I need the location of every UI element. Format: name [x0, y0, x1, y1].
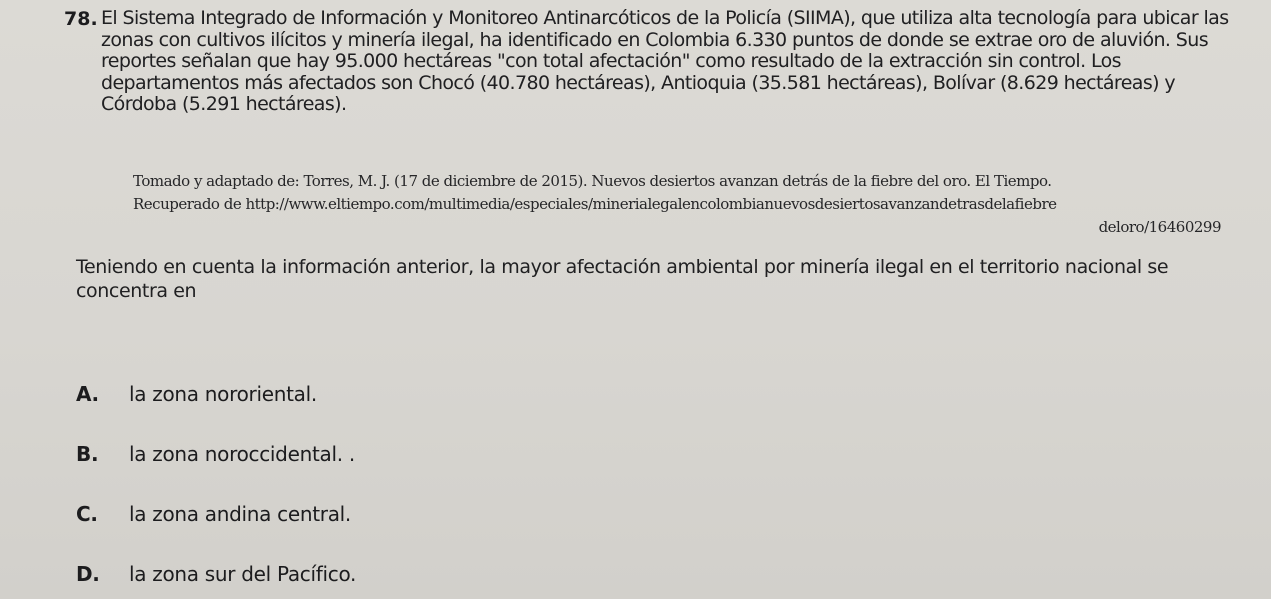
source-line-3: deloro/16460299	[1098, 218, 1221, 236]
option-b-letter: B.	[76, 442, 99, 466]
source-line-2: Recuperado de http://www.eltiempo.com/multimedia/especiales/minerialegalencolombianuevosdesiertosavanzandetrasdelafiebre	[133, 195, 1057, 213]
source-citation	[133, 170, 1251, 239]
option-c-text: la zona andina central.	[129, 502, 351, 526]
question-text: El Sistema Integrado de Información y Monitoreo Antinarcóticos de la Policía (SIIMA), que utiliza alta tecnología para ubicar las zonas con cultivos ilícitos y minería ilegal, ha identificado en Colombia 6.330 puntos de donde se extrae oro de aluvión. Sus reportes señalan que hay 95.000 hectáreas "con total afectación" como resultado de la extracción sin control. Los departamentos más afectados son Chocó (40.780 hectáreas), Antioquia (35.581 hectáreas), Bolívar (8.629 hectáreas) y Córdoba (5.291 hectáreas).	[101, 7, 1229, 115]
option-c-letter: C.	[76, 502, 98, 526]
question-number: 78.	[64, 8, 98, 30]
source-line-1: Tomado y adaptado de: Torres, M. J. (17 de diciembre de 2015). Nuevos desiertos avanzan detrás de la fiebre del oro. El Tiempo.	[133, 172, 1052, 190]
option-d-text: la zona sur del Pacífico.	[129, 562, 357, 586]
option-a-letter: A.	[76, 382, 99, 406]
option-b-text: la zona noroccidental. .	[129, 442, 355, 466]
question-prompt: Teniendo en cuenta la información anterior, la mayor afectación ambiental por minería ilegal en el territorio nacional se concentra en	[76, 256, 1169, 302]
option-a-text: la zona nororiental.	[129, 382, 317, 406]
option-d-letter: D.	[76, 562, 100, 586]
